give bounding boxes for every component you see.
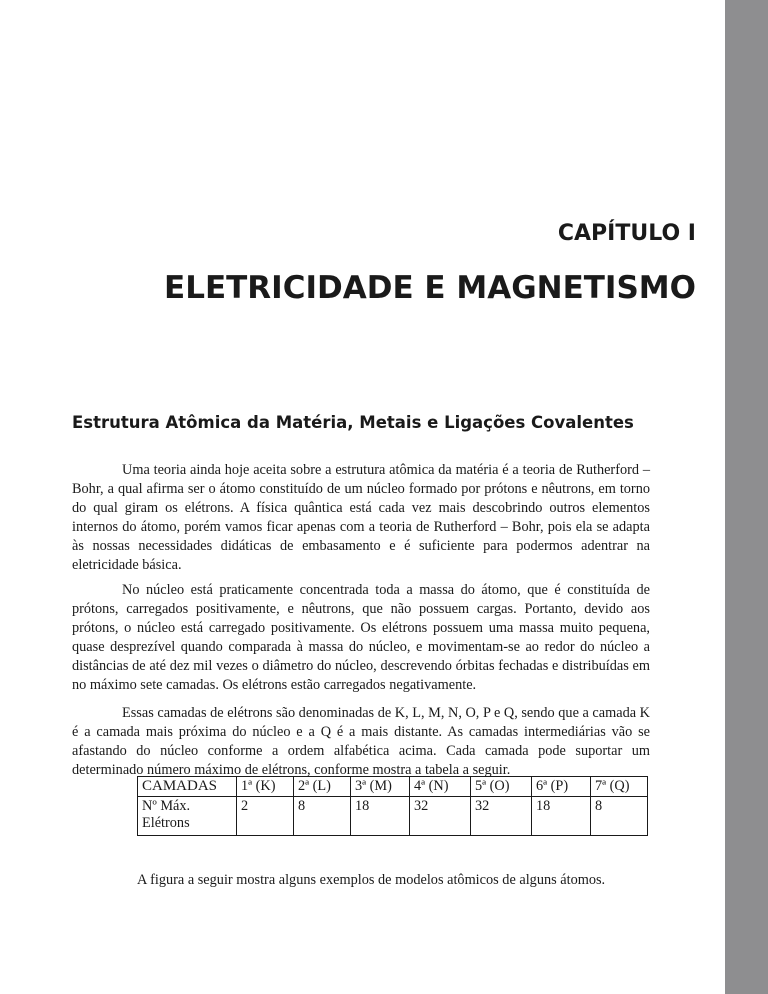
chapter-title: ELETRICIDADE E MAGNETISMO (164, 270, 696, 306)
table-cell: 32 (471, 797, 532, 836)
table-row (138, 797, 648, 836)
table-cell: 2 (237, 797, 294, 836)
chapter-label: CAPÍTULO I (557, 221, 696, 246)
side-tab (725, 0, 768, 994)
table-header-cell: 2ª (L) (294, 777, 351, 797)
table-cell: 8 (591, 797, 648, 836)
table-header-cell: 5ª (O) (471, 777, 532, 797)
paragraph-text: Essas camadas de elétrons são denominadas de K, L, M, N, O, P e Q, sendo que a camada K é a camada mais próxima do núcleo e a Q é a mais distante. As camadas intermediárias vão se afastando do núcleo conforme a ordem alfabética acima. Cada camada pode suportar um determinado número máximo de elétrons, conforme mostra a tabela a seguir. (72, 705, 650, 778)
section-title: Estrutura Atômica da Matéria, Metais e Ligações Covalentes (72, 413, 634, 432)
table-header-cell: 3ª (M) (351, 777, 410, 797)
electron-shells-table (137, 776, 648, 836)
table-header-cell: 1ª (K) (237, 777, 294, 797)
body-paragraph (72, 461, 650, 575)
table-cell: 18 (532, 797, 591, 836)
body-paragraph (72, 704, 650, 780)
table-cell: 18 (351, 797, 410, 836)
table-header-cell: 4ª (N) (410, 777, 471, 797)
table-header-cell: 6ª (P) (532, 777, 591, 797)
paragraph-text: No núcleo está praticamente concentrada toda a massa do átomo, que é constituída de prótons, carregados positivamente, e nêutrons, que não possuem cargas. Portanto, devido aos prótons, o núcleo está carregado positivamente. Os elétrons possuem uma massa muito pequena, quase desprezível quando comparada à massa do núcleo, e movimentam-se ao redor do núcleo a distâncias de até dez mil vezes o diâmetro do núcleo, descrevendo órbitas fechadas e distribuídas em no máximo sete camadas. Os elétrons estão carregados negativamente. (72, 582, 650, 693)
table-header-cell: 7ª (Q) (591, 777, 648, 797)
body-paragraph (72, 581, 650, 695)
table-cell: 32 (410, 797, 471, 836)
figure-caption: A figura a seguir mostra alguns exemplos de modelos atômicos de alguns átomos. (137, 872, 606, 888)
table-cell: 8 (294, 797, 351, 836)
table-header-label: CAMADAS (138, 777, 237, 797)
paragraph-text: Uma teoria ainda hoje aceita sobre a estrutura atômica da matéria é a teoria de Rutherford – Bohr, a qual afirma ser o átomo constituído de um núcleo formado por prótons e nêutrons, em torno do qual giram os elétrons. A física quântica está cada vez mais descobrindo outros elementos internos do átomo, porém vamos ficar apenas com a teoria de Rutherford – Bohr, pois ela se adapta às nossas necessidades didáticas de embasamento e é suficiente para podermos adentrar na eletricidade básica. (72, 462, 650, 573)
table-header-row (138, 777, 648, 797)
table-row-label: Nº Máx. Elétrons (138, 797, 237, 836)
